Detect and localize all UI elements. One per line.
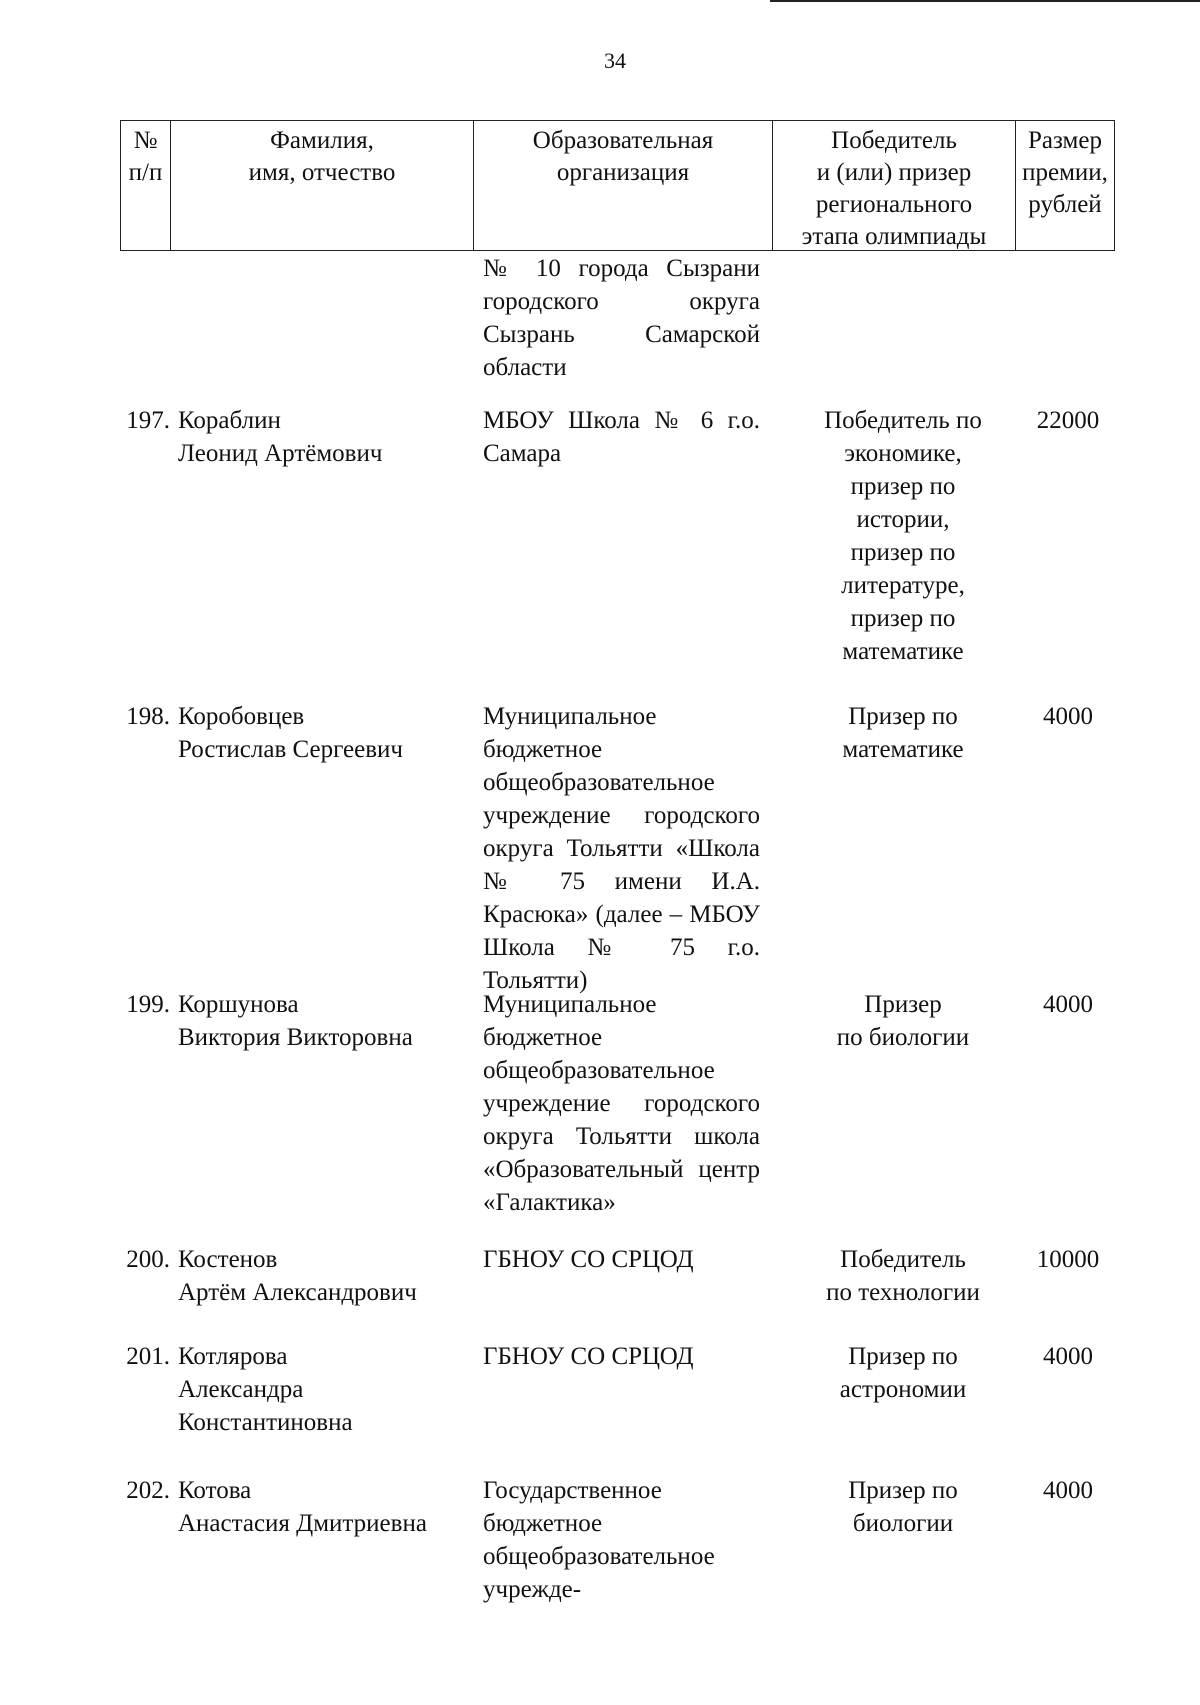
row-num: 199. <box>126 991 170 1018</box>
table-header <box>120 120 1115 251</box>
row-name: Коробовцев Ростислав Сергеевич <box>178 703 403 763</box>
row-org: Муниципальное бюджетное общеобразовательное учреждение городского округа Тольятти школа «Образовательный центр «Галактика» <box>483 991 760 1216</box>
header-prize: Размер премии, рублей <box>1022 127 1108 218</box>
row-name: Котлярова Александра Константиновна <box>178 1343 353 1436</box>
row-org: ГБНОУ СО СРЦОД <box>483 1246 694 1273</box>
header-org: Образовательная организация <box>474 121 773 250</box>
table-row <box>108 404 1118 665</box>
page-number: 34 <box>604 48 626 73</box>
row-org: МБОУ Школа № 6 г.о. Самара <box>483 407 760 467</box>
row-name: Костенов Артём Александрович <box>178 1246 417 1306</box>
row-name: Кораблин Леонид Артёмович <box>178 407 383 467</box>
row-num: 202. <box>126 1477 170 1504</box>
row-prize: 4000 <box>1043 1477 1093 1504</box>
header-winner: Победитель и (или) призер регионального этапа олимпиады <box>773 121 1016 250</box>
row-name: Коршунова Виктория Викторовна <box>178 991 413 1051</box>
row-org: Государственное бюджетное общеобразовательное учрежде- <box>483 1477 715 1603</box>
table-row <box>108 988 1118 1216</box>
row-winner: Победитель по технологии <box>826 1246 980 1306</box>
row-winner: Победитель по экономике, призер по истории, призер по литературе, призер по математике <box>824 407 982 665</box>
header-num: № п/п <box>121 121 171 250</box>
row-prize: 4000 <box>1043 1343 1093 1370</box>
row-winner: Призер по астрономии <box>839 1343 967 1403</box>
row-name: Котова Анастасия Дмитриевна <box>178 1477 427 1537</box>
row-prize: 10000 <box>1036 1246 1100 1273</box>
continuation-org: № 10 города Сызрани городского округа Сызрань Самарской области <box>483 255 760 381</box>
header-name: Фамилия, имя, отчество <box>171 121 474 250</box>
row-num: 198. <box>126 703 170 730</box>
row-winner: Призер по биологии <box>836 991 970 1051</box>
row-prize: 4000 <box>1043 991 1093 1018</box>
row-winner: Призер по биологии <box>848 1477 958 1537</box>
row-org: Муниципальное бюджетное общеобразовательное учреждение городского округа Тольятти «Школа № 75 имени И.А. Красюка» (далее – МБОУ Школа № 75 г.о. Тольятти) <box>483 703 760 994</box>
row-org: ГБНОУ СО СРЦОД <box>483 1343 694 1370</box>
table-row <box>108 1340 1118 1436</box>
row-num: 201. <box>126 1343 170 1370</box>
row-num: 200. <box>126 1246 170 1273</box>
row-winner: Призер по математике <box>842 703 964 763</box>
row-prize: 22000 <box>1036 407 1100 434</box>
table-row <box>108 1243 1118 1306</box>
row-prize: 4000 <box>1043 703 1093 730</box>
table-row <box>108 1474 1118 1603</box>
top-rule <box>770 0 1200 2</box>
table-row <box>108 700 1118 994</box>
row-num: 197. <box>126 407 170 434</box>
